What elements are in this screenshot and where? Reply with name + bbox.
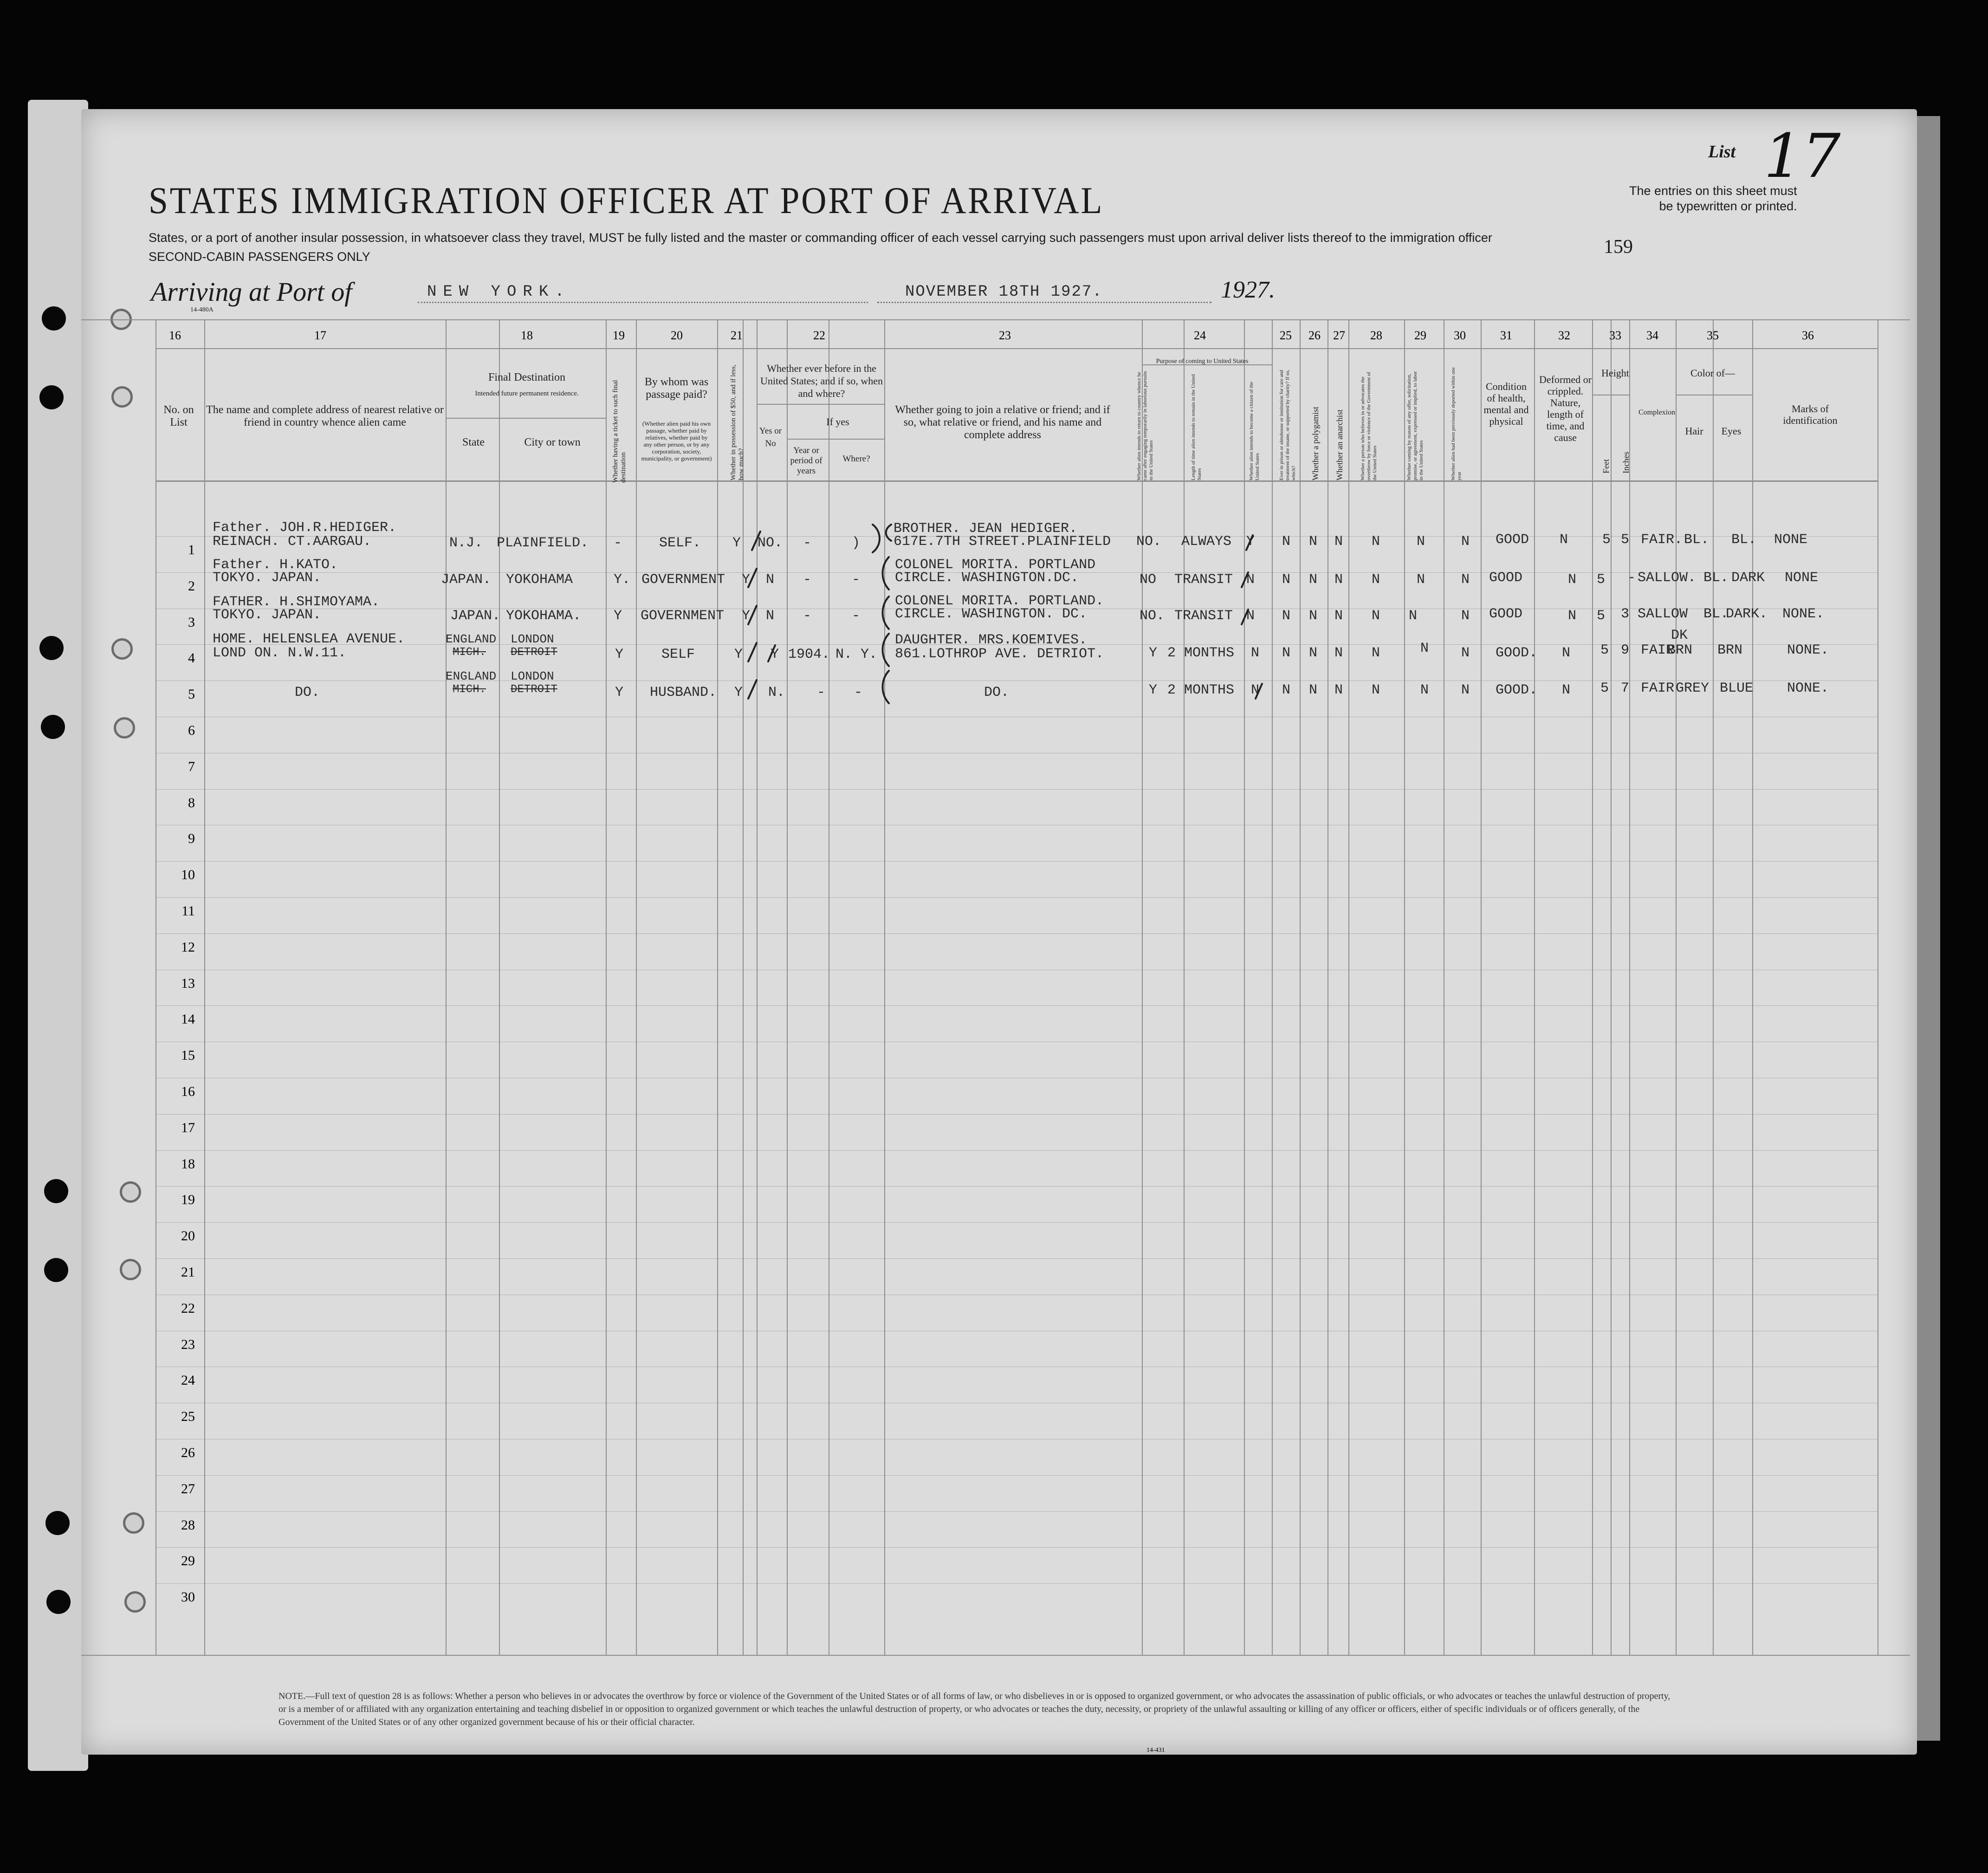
eye-color: BL. <box>1731 532 1757 548</box>
check-mark <box>752 531 760 550</box>
identification-marks: NONE. <box>1782 606 1825 622</box>
labor-answer: N <box>1417 534 1425 550</box>
column-number: 33 <box>1609 329 1621 342</box>
complexion: FAIR. <box>1641 532 1683 548</box>
before-where: - <box>854 685 863 700</box>
brace-mark <box>883 557 889 590</box>
row-number: 22 <box>181 1301 195 1316</box>
dest-city-struck: DETROIT <box>511 683 557 696</box>
row-number: 19 <box>181 1192 195 1207</box>
typing-note: The entries on this sheet must be typewritten or printed. <box>1629 184 1797 213</box>
row-number: 11 <box>181 903 195 919</box>
relative-line-1: DO. <box>295 685 320 700</box>
header-feet: Feet <box>1601 459 1611 473</box>
column-number: 27 <box>1333 329 1345 342</box>
identification-marks: NONE. <box>1787 642 1829 658</box>
header-length-of-stay: Length of time alien intends to remain in the United States <box>1191 374 1202 480</box>
header-eyes: Eyes <box>1721 425 1742 437</box>
header-no-on-list: No. on List <box>163 404 194 428</box>
overthrow-answer: N <box>1372 682 1380 698</box>
deported-answer: N <box>1461 682 1470 698</box>
join-line-1: DAUGHTER. MRS.KOEMIVES. <box>895 632 1088 648</box>
header-year-period: Year or period of years <box>790 446 822 476</box>
row-number: 13 <box>181 976 195 991</box>
ticket: Y. <box>614 572 631 588</box>
height-feet: 5 <box>1600 642 1609 658</box>
dest-state-struck: MICH. <box>453 683 486 696</box>
labor-answer: N <box>1420 682 1429 698</box>
relative-line-1: HOME. HELENSLEA AVENUE. <box>213 631 405 647</box>
header-marks: Marks of identification <box>1783 403 1838 426</box>
hair-color: BRN <box>1667 642 1693 658</box>
fifty-dollars: Y <box>732 535 741 551</box>
header-final-destination-sub: Intended future permanent residence. <box>475 390 579 397</box>
anarchist-answer: N <box>1334 682 1343 698</box>
header-passage-paid-sub: (Whether alien paid his own passage, whether paid by relatives, whether paid by any other person, or by any corporation, society, municipality, or government) <box>641 420 712 462</box>
column-number: 31 <box>1500 329 1512 342</box>
dest-state: N.J. <box>449 535 483 551</box>
length-of-stay: 2 MONTHS <box>1167 645 1235 661</box>
column-number: 16 <box>169 329 181 342</box>
header-join-relative: Whether going to join a relative or friend; and if so, what relative or friend, and his name and complete address <box>895 404 1110 441</box>
height-inches: 9 <box>1621 642 1630 658</box>
complexion: FAIR <box>1641 642 1675 658</box>
column-number: 26 <box>1308 329 1321 342</box>
ticket: - <box>614 535 622 551</box>
hair-color-modifier: DK <box>1671 628 1688 643</box>
dest-city: YOKOHAMA. <box>506 608 582 624</box>
identification-marks: NONE. <box>1787 681 1829 696</box>
column-number: 23 <box>999 329 1011 342</box>
passage-paid: GOVERNMENT <box>641 572 725 588</box>
check-mark <box>748 643 757 661</box>
row-number: 29 <box>181 1553 195 1568</box>
citizen-intent: Y <box>1246 534 1255 550</box>
relative-line-1: FATHER. H.SHIMOYAMA. <box>213 594 380 610</box>
row-number: 1 <box>188 542 195 557</box>
height-feet: 5 <box>1597 572 1606 588</box>
footer-form-code: 14-431 <box>1146 1747 1165 1754</box>
row-number: 15 <box>181 1048 195 1063</box>
header-ever-before: Whether ever before in the United States; and if so, when and where? <box>760 363 883 399</box>
column-number: 30 <box>1454 329 1466 342</box>
labor-answer: N <box>1420 641 1429 656</box>
prison-answer: N <box>1282 534 1291 550</box>
before-year: - <box>803 608 812 624</box>
purpose-return: NO. <box>1136 534 1162 550</box>
before-year: 1904. <box>788 647 830 662</box>
before-year: - <box>803 535 812 551</box>
row-number: 6 <box>188 723 195 738</box>
brace-mark <box>883 634 889 666</box>
deported-answer: N <box>1461 645 1470 661</box>
column-number: 29 <box>1414 329 1426 342</box>
ticket: Y <box>615 685 624 700</box>
prison-answer: N <box>1282 572 1291 588</box>
arrival-year: 1927. <box>1221 277 1275 303</box>
height-feet: 5 <box>1602 532 1611 548</box>
column-number: 34 <box>1646 329 1658 342</box>
length-of-stay: 2 MONTHS <box>1167 682 1235 698</box>
deformed: N <box>1568 608 1577 624</box>
join-line-2: 617E.7TH STREET.PLAINFIELD <box>894 534 1111 550</box>
join-line-2: 861.LOTHROP AVE. DETRIOT. <box>895 646 1104 662</box>
dest-city: LONDON <box>511 669 554 683</box>
header-fifty-dollars: Whether in possession of $50, and if less, how much? <box>730 364 745 480</box>
relative-line-1: Father. H.KATO. <box>213 557 338 573</box>
list-label: List <box>1708 142 1736 162</box>
health: GOOD <box>1489 606 1523 622</box>
complexion: FAIR <box>1641 681 1675 696</box>
complexion: SALLOW. <box>1638 570 1697 586</box>
labor-answer: N <box>1417 572 1425 588</box>
height-inches: - <box>1627 570 1636 586</box>
column-number: 21 <box>731 329 743 342</box>
row-number: 30 <box>181 1589 195 1605</box>
fifty-dollars: Y <box>734 685 743 700</box>
column-number: 19 <box>613 329 625 342</box>
header-purpose: Purpose of coming to United States <box>1156 358 1249 365</box>
relative-line-2: LOND ON. N.W.11. <box>213 645 347 661</box>
row-number: 16 <box>181 1084 195 1099</box>
passenger-class: SECOND-CABIN PASSENGERS ONLY <box>149 250 370 264</box>
dest-city-struck: DETROIT <box>511 646 557 659</box>
row-number: 21 <box>181 1264 195 1280</box>
deformed: N <box>1568 572 1577 588</box>
column-number: 20 <box>671 329 683 342</box>
check-mark <box>748 606 757 624</box>
row-number: 25 <box>181 1409 195 1424</box>
overthrow-answer: N <box>1372 608 1380 624</box>
citizen-intent: N <box>1251 682 1260 698</box>
citizen-intent: N <box>1246 572 1255 588</box>
health: GOOD. <box>1496 645 1538 661</box>
before-where: N. Y. <box>835 647 878 662</box>
header-height: Height <box>1601 367 1629 379</box>
deformed: N <box>1562 645 1571 661</box>
sheet-number: 159 <box>1604 236 1633 258</box>
overthrow-answer: N <box>1372 645 1380 661</box>
header-hair: Hair <box>1685 425 1703 437</box>
check-mark <box>1242 609 1248 624</box>
row-number: 20 <box>181 1228 195 1244</box>
before-where: - <box>852 572 861 588</box>
row-number: 5 <box>188 687 195 702</box>
length-of-stay: TRANSIT <box>1174 572 1233 588</box>
anarchist-answer: N <box>1334 645 1343 661</box>
header-passage-paid: By whom was passage paid? <box>644 376 709 401</box>
dest-state: ENGLAND <box>446 669 497 683</box>
row-number: 8 <box>188 795 195 810</box>
header-if-yes: If yes <box>826 416 849 428</box>
eye-color: DARK <box>1731 570 1765 586</box>
height-inches: 3 <box>1621 606 1630 622</box>
passage-paid: GOVERNMENT <box>641 608 725 624</box>
row-number: 17 <box>181 1120 195 1135</box>
column-number: 36 <box>1802 329 1814 342</box>
relative-line-2: TOKYO. JAPAN. <box>213 570 322 586</box>
passage-paid: HUSBAND. <box>650 685 717 700</box>
header-deformed: Deformed or crippled. Nature, length of time, and cause <box>1539 374 1592 443</box>
list-number: 17 <box>1764 121 1841 191</box>
header-return-intent: Whether alien intends to return to country whence he came after engaging temporarily in laborious pursuits in the United States <box>1136 371 1154 480</box>
header-inches: Inches <box>1621 452 1631 473</box>
health: GOOD. <box>1496 682 1538 698</box>
hair-color: BL. <box>1684 532 1710 548</box>
dest-city: LONDON <box>511 632 554 646</box>
polygamist-answer: N <box>1309 572 1318 588</box>
row-number: 24 <box>181 1373 195 1388</box>
header-state: State <box>462 436 485 448</box>
before-year: - <box>803 572 812 588</box>
ever-before: N. <box>768 685 785 700</box>
prison-answer: N <box>1282 682 1291 698</box>
eye-color: BRN <box>1717 642 1743 658</box>
header-polygamist: Whether a polygamist <box>1311 407 1320 480</box>
before-year: - <box>817 685 826 700</box>
arriving-label: Arriving at Port of <box>151 277 352 307</box>
dest-city: YOKOHAMA <box>506 572 573 588</box>
overthrow-answer: N <box>1372 534 1380 550</box>
row-number: 3 <box>188 615 195 630</box>
ever-before: N <box>766 608 775 624</box>
column-number: 17 <box>314 329 326 342</box>
row-number: 4 <box>188 650 195 666</box>
dest-city: PLAINFIELD. <box>497 535 589 551</box>
ticket: Y <box>614 608 622 624</box>
row-number: 18 <box>181 1156 195 1172</box>
prison-answer: N <box>1282 645 1291 661</box>
eye-color: BLUE <box>1720 681 1754 696</box>
deported-answer: N <box>1461 608 1470 624</box>
header-complexion: Complexion <box>1638 408 1676 416</box>
row-number: 28 <box>181 1517 195 1533</box>
brace-mark <box>883 671 889 703</box>
deformed: N <box>1562 682 1571 698</box>
column-number: 24 <box>1194 329 1206 342</box>
hair-color: BL. <box>1703 570 1729 586</box>
row-number: 2 <box>188 578 195 594</box>
check-mark <box>1246 535 1253 550</box>
passage-paid: SELF <box>661 647 695 662</box>
row-number: 12 <box>181 940 195 955</box>
relative-line-2: REINACH. CT.AARGAU. <box>213 534 372 550</box>
arrival-date: NOVEMBER 18TH 1927. <box>905 283 1103 301</box>
row-number: 14 <box>181 1011 195 1027</box>
fifty-dollars: Y <box>742 572 751 588</box>
row-number: 26 <box>181 1445 195 1460</box>
column-number: 28 <box>1370 329 1382 342</box>
column-number: 35 <box>1707 329 1719 342</box>
length-of-stay: ALWAYS <box>1181 534 1232 550</box>
dest-state: JAPAN. <box>450 608 501 624</box>
brace-mark <box>873 525 880 552</box>
brace-mark <box>886 525 891 541</box>
before-where: ) <box>852 535 861 551</box>
anarchist-answer: N <box>1334 608 1343 624</box>
header-deported: Whether alien had been previously deported within one year <box>1451 367 1462 480</box>
citizen-intent: N <box>1246 608 1255 624</box>
ever-before: Y <box>771 647 779 662</box>
check-mark <box>748 569 757 587</box>
join-line-1: COLONEL MORITA. PORTLAND <box>895 557 1096 573</box>
dest-state: ENGLAND <box>446 632 497 646</box>
header-anarchist: Whether an anarchist <box>1335 409 1344 480</box>
arrival-port: NEW YORK. <box>427 283 571 301</box>
join-line-1: BROTHER. JEAN HEDIGER. <box>894 521 1078 537</box>
hair-color: GREY <box>1676 681 1710 696</box>
purpose-return: Y <box>1149 682 1158 698</box>
join-line-2: CIRCLE. WASHINGTON. DC. <box>895 606 1088 622</box>
listing-instructions: States, or a port of another insular possession, in whatsoever class they travel, MUST be fully listed and the master or commanding officer of each vessel carrying such passengers must upon arrival deliver lists thereof to the immigration officer <box>149 231 1492 245</box>
row-number: 23 <box>181 1337 195 1352</box>
passage-paid: SELF. <box>659 535 701 551</box>
check-mark <box>748 680 757 699</box>
join-line-1: COLONEL MORITA. PORTLAND. <box>895 593 1104 609</box>
relative-line-1: Father. JOH.R.HEDIGER. <box>213 520 397 536</box>
header-overthrow: Whether a person who believes in or advocates the overthrow by force or violence of the Government of the United States <box>1360 372 1378 480</box>
polygamist-answer: N <box>1309 645 1318 661</box>
column-number: 22 <box>813 329 825 342</box>
row-number: 7 <box>188 759 195 774</box>
identification-marks: NONE <box>1785 570 1819 586</box>
join-line-2: CIRCLE. WASHINGTON.DC. <box>895 570 1079 586</box>
height-feet: 5 <box>1600 681 1609 696</box>
header-final-destination: Final Destination <box>488 371 565 383</box>
relative-line-2: TOKYO. JAPAN. <box>213 607 322 623</box>
identification-marks: NONE <box>1774 532 1808 548</box>
height-inches: 5 <box>1621 532 1630 548</box>
purpose-return: NO. <box>1140 608 1165 624</box>
complexion: SALLOW <box>1638 606 1688 622</box>
header-ticket: Whether having a ticket to such final destination <box>612 380 627 483</box>
purpose-return: NO <box>1140 572 1157 588</box>
ever-before: NO. <box>758 535 783 551</box>
page-title: STATES IMMIGRATION OFFICER AT PORT OF ARRIVAL <box>149 179 1104 221</box>
row-number: 27 <box>181 1481 195 1497</box>
health: GOOD <box>1496 532 1529 548</box>
purpose-return: Y <box>1149 645 1158 661</box>
prison-answer: N <box>1282 608 1291 624</box>
before-where: - <box>852 608 861 624</box>
header-labor-offer: Whether coming by reason of any offer, solicitation, promise, or agreement, expressed or implied, to labor in the United States <box>1406 371 1424 480</box>
row-number: 10 <box>181 867 195 882</box>
column-number: 18 <box>521 329 533 342</box>
check-mark <box>768 645 775 661</box>
column-number: 32 <box>1558 329 1570 342</box>
height-feet: 5 <box>1597 608 1606 624</box>
dest-state: JAPAN. <box>441 572 492 588</box>
form-code: 14-480A <box>190 306 214 313</box>
fifty-dollars: Y <box>742 608 751 624</box>
header-color: Color of— <box>1690 367 1735 379</box>
eye-color: DARK. <box>1726 606 1768 622</box>
column-number: 25 <box>1280 329 1292 342</box>
overthrow-answer: N <box>1372 572 1380 588</box>
check-mark <box>1242 572 1248 587</box>
header-where: Where? <box>842 454 870 464</box>
dest-state-struck: MICH. <box>453 646 486 659</box>
deformed: N <box>1560 532 1568 548</box>
footnote: NOTE.—Full text of question 28 is as follows: Whether a person who believes in or advocates the overthrow by force or violence of the Government of the United States or of all forms of law, or who disbelieves in or is opposed to organized government, or who advocates the assassination of public officials, or who advocates or teaches the unlawful destruction of property, or is a member of or affiliated with any organization entertaining and teaching disbelief in or opposition to organized government or which teaches the unlawful destruction of property, or who advocates or teaches the duty, necessity, or propriety of the unlawful assaulting or killing of any officer or officers, either of specific individuals or of officers generally, of the Government of the United States or of any other organized government because of his or their official character. <box>278 1691 1671 1727</box>
fifty-dollars: Y <box>734 647 743 662</box>
deported-answer: N <box>1461 572 1470 588</box>
length-of-stay: TRANSIT <box>1174 608 1233 624</box>
anarchist-answer: N <box>1334 572 1343 588</box>
row-number: 9 <box>188 831 195 846</box>
header-citizen-intent: Whether alien intends to become a citizen of the United States <box>1249 382 1260 480</box>
polygamist-answer: N <box>1309 534 1318 550</box>
hair-color: BL. <box>1703 606 1729 622</box>
brace-mark <box>883 596 889 629</box>
height-inches: 7 <box>1621 681 1630 696</box>
join-line-1: DO. <box>984 685 1010 700</box>
polygamist-answer: N <box>1309 608 1318 624</box>
ticket: Y <box>615 647 624 662</box>
header-prison: Ever in prison or almshouse or institution for care and treatment of the insane, or supported by charity? If so, which? <box>1279 369 1296 480</box>
polygamist-answer: N <box>1309 682 1318 698</box>
header-yes-no: Yes or No <box>759 426 782 448</box>
header-city: City or town <box>524 436 581 448</box>
anarchist-answer: N <box>1334 534 1343 550</box>
header-health: Condition of health, mental and physical <box>1483 381 1529 427</box>
citizen-intent: N <box>1251 645 1260 661</box>
ever-before: N <box>766 572 775 588</box>
deported-answer: N <box>1461 534 1470 550</box>
health: GOOD <box>1489 570 1523 586</box>
check-mark <box>1256 684 1262 699</box>
labor-answer: N <box>1409 608 1418 624</box>
header-relative: The name and complete address of nearest relative or friend in country whence alien came <box>206 404 444 428</box>
